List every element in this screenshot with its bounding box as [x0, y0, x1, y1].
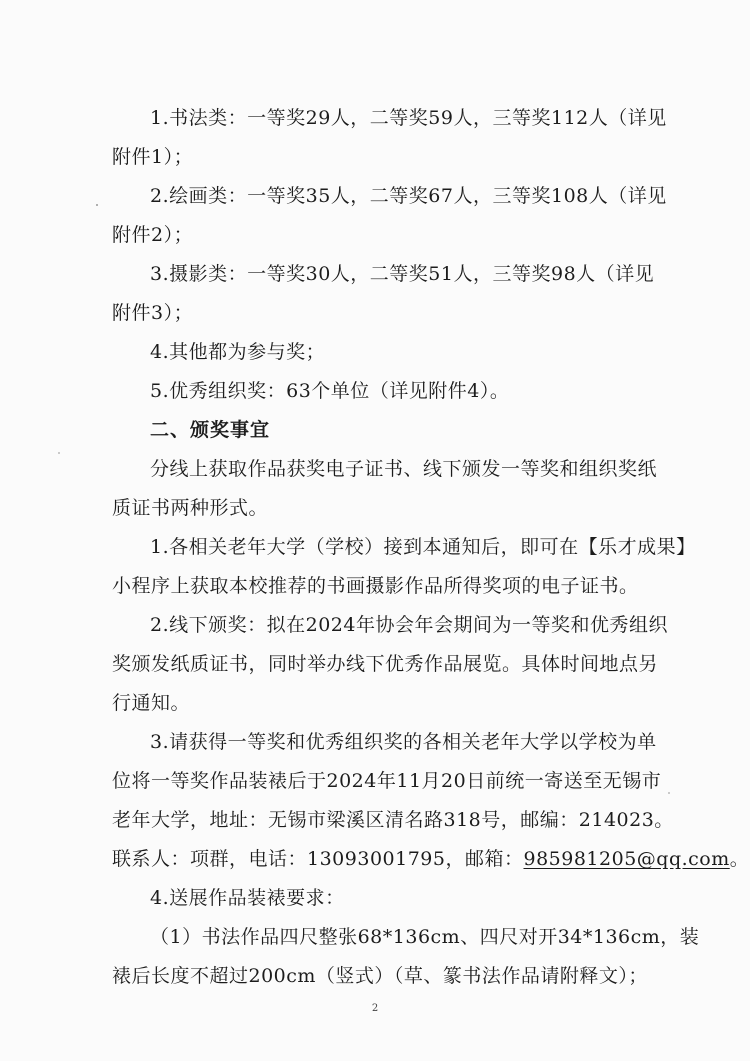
intro-line-1: 分线上获取作品获奖电子证书、线下颁发一等奖和组织奖纸 — [150, 458, 658, 480]
contact-suffix: 。 — [729, 848, 750, 870]
award-painting-line: 2.绘画类：一等奖35人，二等奖67人，三等奖108人（详见 — [150, 185, 667, 207]
contact-prefix: 联系人：项群，电话：13093001795，邮箱： — [112, 848, 524, 870]
item2-line-3: 行通知。 — [112, 692, 191, 714]
award-photography-line: 3.摄影类：一等奖30人，二等奖51人，三等奖98人（详见 — [150, 263, 655, 285]
page-number: 2 — [371, 1003, 379, 1014]
scan-speck — [668, 792, 670, 794]
scan-speck — [58, 452, 60, 454]
award-participation-line: 4.其他都为参与奖； — [150, 341, 326, 363]
award-painting-attachment: 附件2）； — [112, 224, 194, 246]
award-calligraphy-attachment: 附件1）； — [112, 146, 194, 168]
award-organization-line: 5.优秀组织奖：63个单位（详见附件4）。 — [150, 380, 510, 402]
item1-line-1: 1.各相关老年大学（学校）接到本通知后，即可在【乐才成果】 — [150, 536, 696, 558]
section-heading: 二、颁奖事宜 — [150, 419, 271, 441]
item3-line-1: 3.请获得一等奖和优秀组织奖的各相关老年大学以学校为单 — [150, 731, 657, 753]
scan-speck — [96, 204, 98, 206]
item4-line: 4.送展作品装裱要求： — [150, 887, 345, 909]
item2-line-1: 2.线下颁奖：拟在2024年协会年会期间为一等奖和优秀组织 — [150, 614, 668, 636]
mounting-line-2: 裱后长度不超过200cm（竖式）（草、篆书法作品请附释文）； — [112, 965, 648, 987]
award-calligraphy-line: 1.书法类：一等奖29人，二等奖59人，三等奖112人（详见 — [150, 107, 667, 129]
item1-line-2: 小程序上获取本校推荐的书画摄影作品所得奖项的电子证书。 — [112, 575, 639, 597]
contact-email-link[interactable]: 985981205@qq.com — [523, 848, 730, 870]
mounting-line-1: （1）书法作品四尺整张68*136cm、四尺对开34*136cm，装 — [150, 926, 700, 948]
intro-line-2: 质证书两种形式。 — [112, 497, 269, 519]
contact-line — [112, 847, 750, 871]
award-photography-attachment: 附件3）； — [112, 302, 194, 324]
item3-line-3: 老年大学，地址：无锡市梁溪区清名路318号，邮编：214023。 — [112, 809, 674, 831]
item3-line-2: 位将一等奖作品装裱后于2024年11月20日前统一寄送至无锡市 — [112, 770, 662, 792]
item2-line-2: 奖颁发纸质证书，同时举办线下优秀作品展览。具体时间地点另 — [112, 653, 659, 675]
